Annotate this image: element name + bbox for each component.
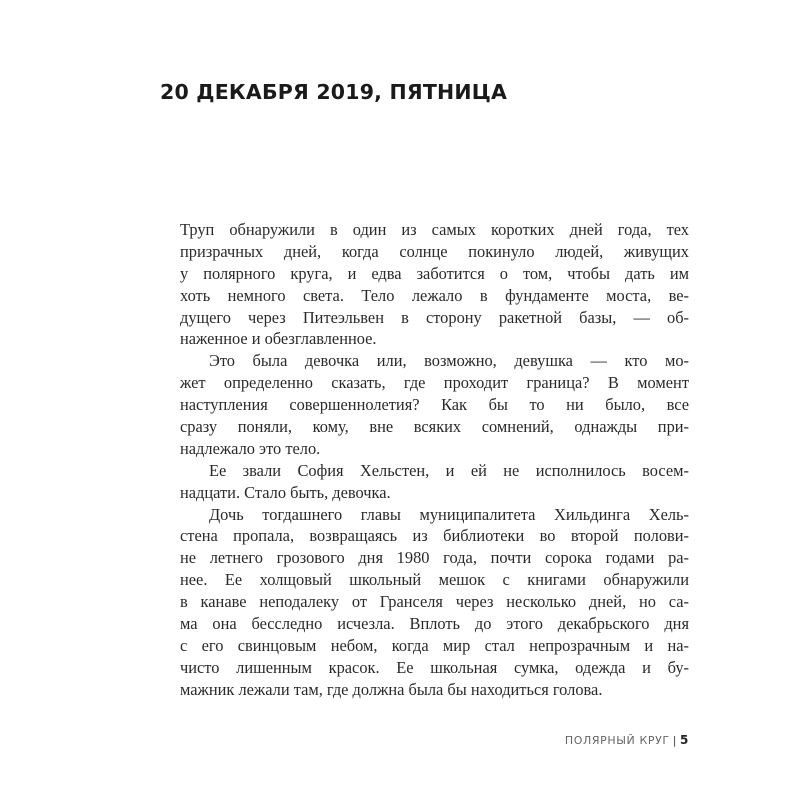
text-line: в канаве неподалеку от Гранселя через несколько дней, но са- — [180, 592, 689, 612]
text-line: надлежало это тело. — [180, 438, 321, 458]
text-line: чисто лишенным красок. Ее школьная сумка, одежда и бу- — [180, 657, 689, 677]
text-line: дущего через Питеэльвен в сторону ракетной базы, — об- — [180, 307, 689, 327]
text-line: стена пропала, возвращаясь из библиотеки во второй полови- — [180, 526, 689, 546]
text-line: сразу поняли, кому, вне всяких сомнений, однажды при- — [180, 417, 689, 437]
footer-separator: | — [672, 734, 678, 747]
text-line: с его свинцовым небом, когда мир стал непрозрачным и на- — [180, 635, 689, 655]
text-line: Ее звали София Хельстен, и ей не исполнилось восем- — [209, 460, 689, 480]
text-line: Дочь тогдашнего главы муниципалитета Хильдинга Хель- — [209, 504, 689, 524]
running-footer — [565, 733, 689, 747]
body-text — [180, 219, 689, 701]
text-line: мажник лежали там, где должна была бы находиться голова. — [180, 679, 603, 699]
text-line: призрачных дней, когда солнце покинуло людей, живущих — [180, 241, 689, 261]
text-line: жет определенно сказать, где проходит граница? В момент — [180, 373, 689, 393]
book-title: ПОЛЯРНЫЙ КРУГ — [564, 734, 670, 747]
text-line: Труп обнаружили в один из самых коротких дней года, тех — [180, 220, 689, 239]
text-line: не летнего грозового дня 1980 года, почти сорока годами ра- — [180, 548, 689, 568]
text-line: у полярного круга, и едва заботится о том, чтобы дать им — [180, 263, 689, 283]
text-line: нее. Ее холщовый школьный мешок с книгами обнаружили — [180, 570, 689, 590]
page-number: 5 — [680, 733, 689, 747]
text-line: ма она бесследно исчезла. Вплоть до этого декабрьского дня — [180, 614, 689, 634]
text-line: наженное и обезглавленное. — [180, 329, 377, 349]
text-line: надцати. Стало быть, девочка. — [180, 482, 391, 502]
text-line: наступления совершеннолетия? Как бы то ни было, все — [180, 395, 689, 415]
chapter-heading: 20 ДЕКАБРЯ 2019, ПЯТНИЦА — [160, 80, 508, 104]
text-line: хоть немного света. Тело лежало в фундаменте моста, ве- — [180, 285, 689, 305]
text-line: Это была девочка или, возможно, девушка — кто мо- — [209, 351, 689, 371]
